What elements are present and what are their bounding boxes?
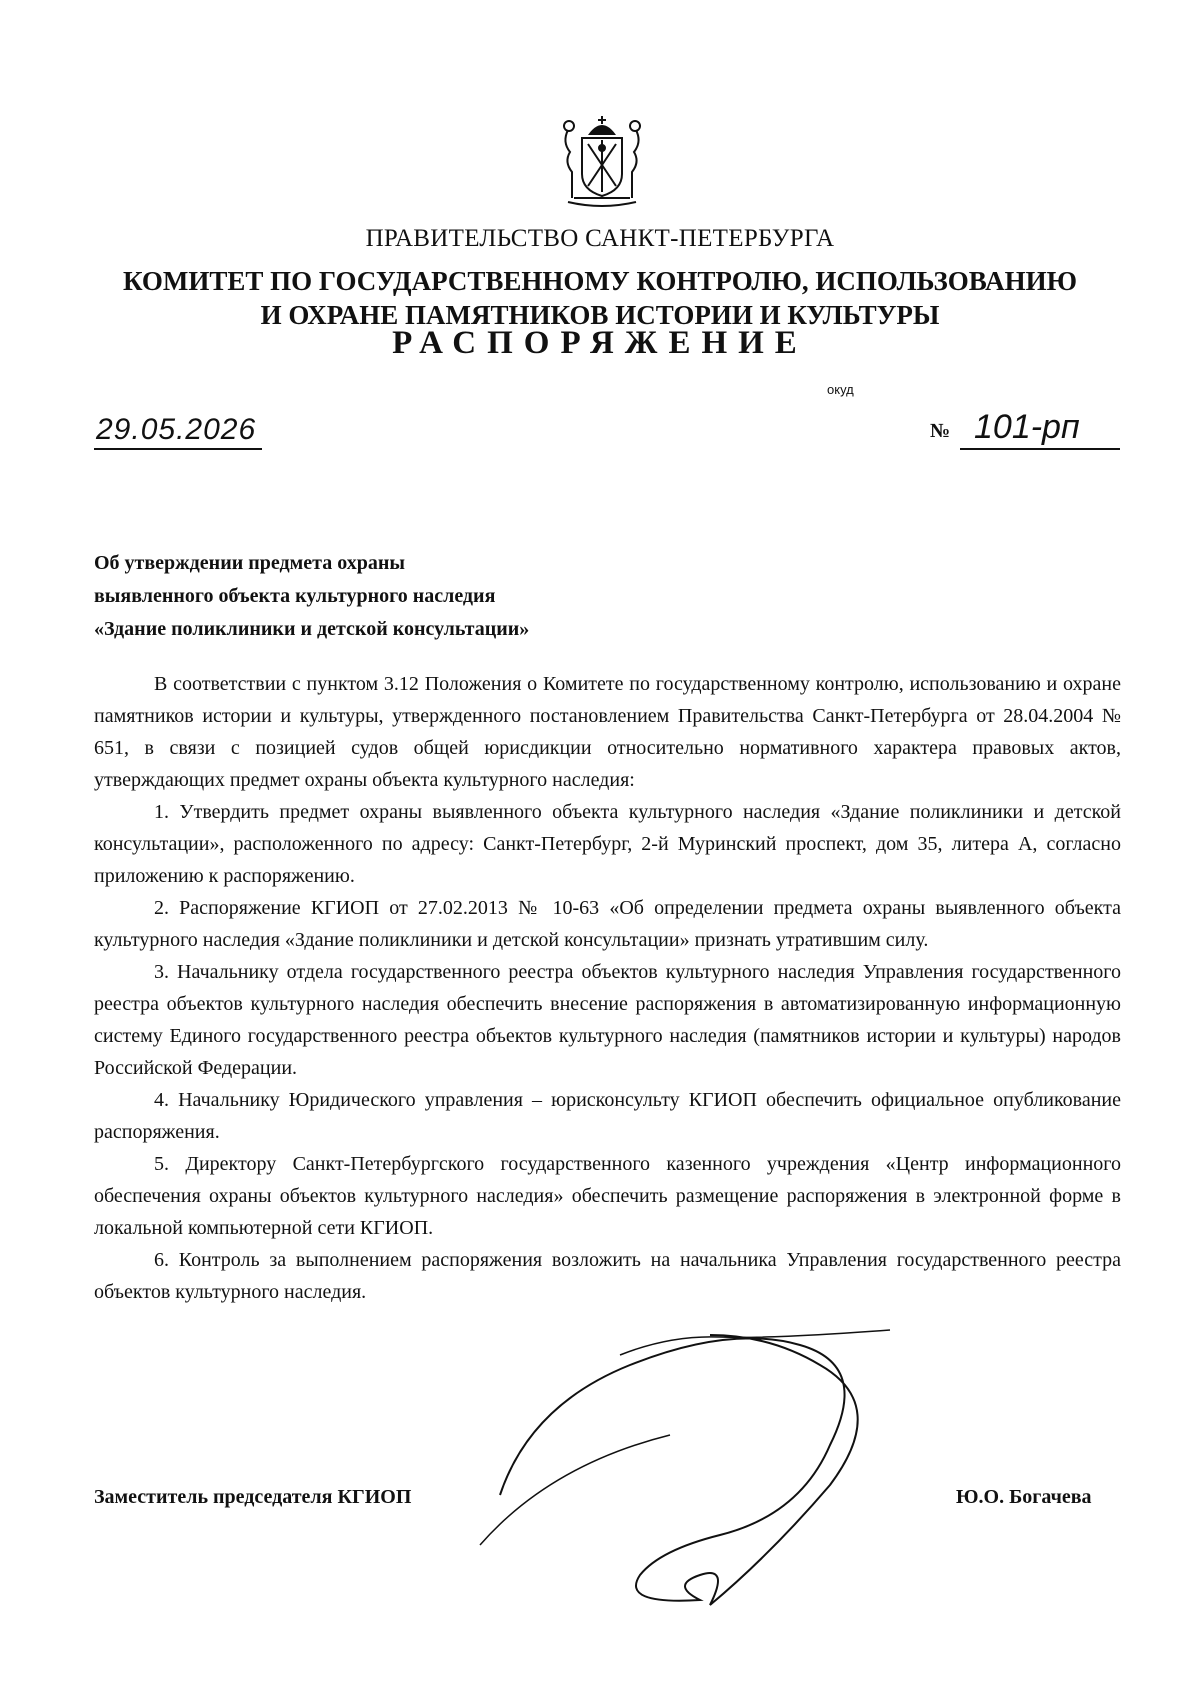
clause-4: 4. Начальнику Юридического управления – юрисконсульту КГИОП обеспечить официальное опубликование распоряжения.	[94, 1089, 1121, 1143]
document-subject	[94, 547, 529, 646]
number-underline	[960, 448, 1120, 450]
signatory-position: Заместитель председателя КГИОП	[94, 1486, 412, 1508]
preamble-paragraph: В соответствии с пунктом 3.12 Положения о Комитете по государственному контролю, использованию и охране памятников истории и культуры, утвержденного постановлением Правительства Санкт-Петербурга от 28.04.2004 № 651, в связи с позицией судов общей юрисдикции относительно нормативного характера правовых актов, утверждающих предмет охраны объекта культурного наследия:	[94, 673, 1121, 791]
clause-1: 1. Утвердить предмет охраны выявленного объекта культурного наследия «Здание поликлиники и детской консультации», расположенного по адресу: Санкт-Петербург, 2-й Муринский проспект, дом 35, литера А, согласно приложению к распоряжению.	[94, 801, 1121, 887]
clause-6: 6. Контроль за выполнением распоряжения возложить на начальника Управления государственного реестра объектов культурного наследия.	[94, 1249, 1121, 1303]
document-body	[94, 668, 1121, 1308]
government-title: ПРАВИТЕЛЬСТВО САНКТ-ПЕТЕРБУРГА	[365, 225, 835, 252]
committee-title	[0, 264, 1200, 332]
handwritten-signature	[470, 1325, 940, 1625]
committee-title-line2: И ОХРАНЕ ПАМЯТНИКОВ ИСТОРИИ И КУЛЬТУРЫ	[260, 300, 940, 330]
committee-title-line1: КОМИТЕТ ПО ГОСУДАРСТВЕННОМУ КОНТРОЛЮ, ИСПОЛЬЗОВАНИЮ	[123, 266, 1077, 296]
signatory-name: Ю.О. Богачева	[956, 1486, 1092, 1508]
clause-2: 2. Распоряжение КГИОП от 27.02.2013 № 10-63 «Об определении предмета охраны выявленного объекта культурного наследия «Здание поликлиники и детской консультации» признать утратившим силу.	[94, 897, 1121, 951]
clause-5: 5. Директору Санкт-Петербургского государственного казенного учреждения «Центр информационного обеспечения охраны объектов культурного наследия» обеспечить размещение распоряжения в электронной форме в локальной компьютерной сети КГИОП.	[94, 1153, 1121, 1239]
number-value: 101-рп	[974, 408, 1080, 446]
document-type: РАСПОРЯЖЕНИЕ	[392, 325, 808, 361]
okud-label: окуд	[827, 382, 854, 397]
subject-line2: выявленного объекта культурного наследия	[94, 585, 496, 607]
document-date: 29.05.2026	[94, 413, 262, 450]
clause-3: 3. Начальнику отдела государственного реестра объектов культурного наследия Управления государственного реестра объектов культурного наследия обеспечить внесение распоряжения в автоматизированную информационную систему Единого государственного реестра объектов культурного наследия (памятников истории и культуры) народов Российской Федерации.	[94, 961, 1121, 1079]
subject-line1: Об утверждении предмета охраны	[94, 552, 405, 574]
number-sign: №	[930, 420, 951, 442]
coat-of-arms-icon	[560, 112, 644, 212]
document-number	[930, 408, 1120, 452]
subject-line3: «Здание поликлиники и детской консультации»	[94, 618, 530, 640]
